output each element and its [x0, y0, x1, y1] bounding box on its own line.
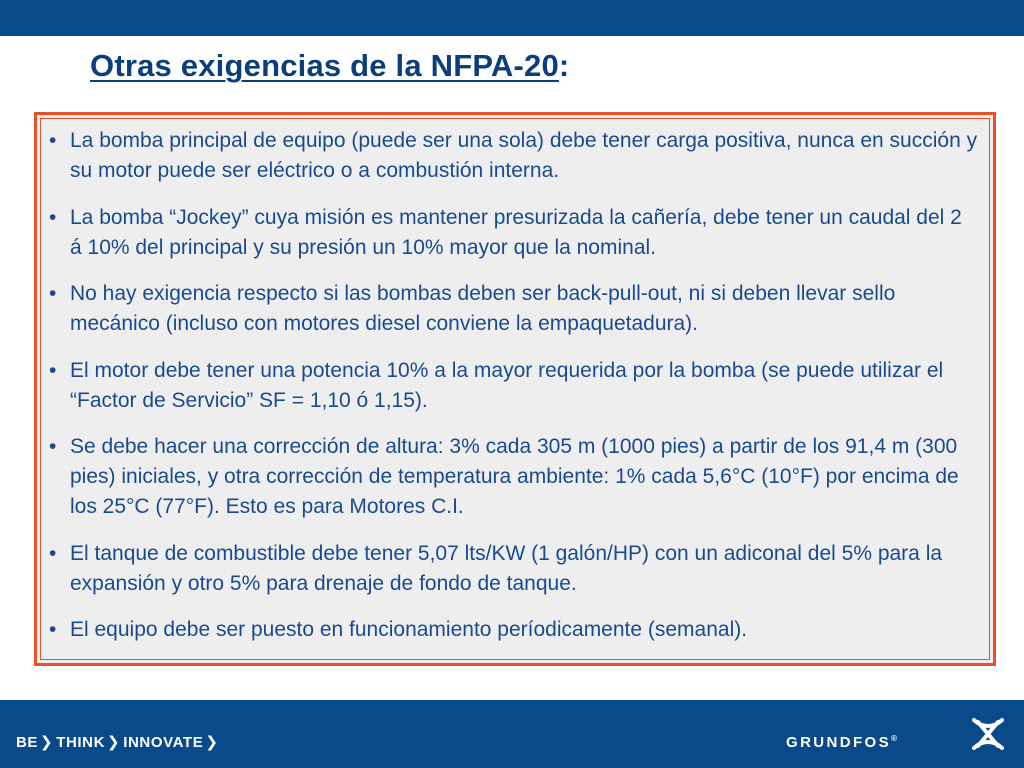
bullet-list	[37, 115, 993, 645]
bullet-item	[49, 539, 979, 599]
slide-title	[90, 48, 569, 84]
slide-title-text: Otras exigencias de la NFPA-20	[90, 48, 559, 83]
chevron-right-icon: ❯	[205, 734, 219, 751]
footer-banner	[0, 700, 1024, 768]
bullet-text: El motor debe tener una potencia 10% a la mayor requerida por la bomba (se puede utilizar el “Factor de Servicio” SF = 1,10 ó 1,15).	[70, 358, 944, 412]
bullet-text: La bomba principal de equipo (puede ser una sola) debe tener carga positiva, nunca en succión y su motor puede ser eléctrico o a combustión interna.	[70, 129, 978, 182]
tagline-think: THINK	[56, 733, 106, 751]
bullet-icon: •	[49, 358, 57, 382]
registered-mark: ®	[891, 734, 897, 743]
brand-name: GRUNDFOS	[786, 734, 892, 751]
bullet-icon: •	[49, 618, 57, 641]
bullet-text: Se debe hacer una corrección de altura: 3% cada 305 m (1000 pies) a partir de los 91,4 m (300 pies) iniciales, y otra corrección de temperatura ambiente: 1% cada 5,6°C (10°F) por encima de los 25°C (77°F). Esto es para Motores C.I.	[70, 435, 959, 518]
chevron-right-icon: ❯	[40, 734, 54, 751]
tagline-be: BE	[16, 733, 39, 751]
bullet-text: El tanque de combustible debe tener 5,07 lts/KW (1 galón/HP) con un adiconal del 5% para la expansión y otro 5% para drenaje de fondo de tanque.	[70, 541, 943, 595]
bullet-item	[49, 203, 979, 263]
bullet-item	[49, 615, 979, 645]
bullet-icon: •	[49, 205, 57, 229]
bullet-item	[49, 126, 979, 186]
grundfos-logo-icon	[968, 714, 1008, 754]
bullet-text: La bomba “Jockey” cuya misión es mantener presurizada la cañería, debe tener un caudal del 2 á 10% del principal y su presión un 10% mayor que la nominal.	[70, 205, 962, 259]
slide-title-colon: :	[558, 48, 570, 83]
tagline-innovate: INNOVATE	[123, 733, 204, 751]
bullet-item	[49, 432, 979, 522]
chevron-right-icon: ❯	[107, 734, 121, 751]
bullet-text: El equipo debe ser puesto en funcionamiento períodicamente (semanal).	[70, 618, 748, 641]
content-box	[34, 112, 996, 666]
bullet-icon: •	[49, 435, 57, 458]
bullet-icon: •	[49, 282, 57, 305]
top-banner	[0, 0, 1024, 36]
footer-tagline	[16, 733, 221, 751]
bullet-icon: •	[49, 129, 57, 152]
brand-wordmark	[786, 734, 897, 751]
bullet-icon: •	[49, 541, 57, 565]
bullet-item	[49, 279, 979, 339]
bullet-item	[49, 356, 979, 416]
bullet-text: No hay exigencia respecto si las bombas deben ser back-pull-out, ni si deben llevar sello mecánico (incluso con motores diesel conviene la empaquetadura).	[70, 282, 896, 335]
